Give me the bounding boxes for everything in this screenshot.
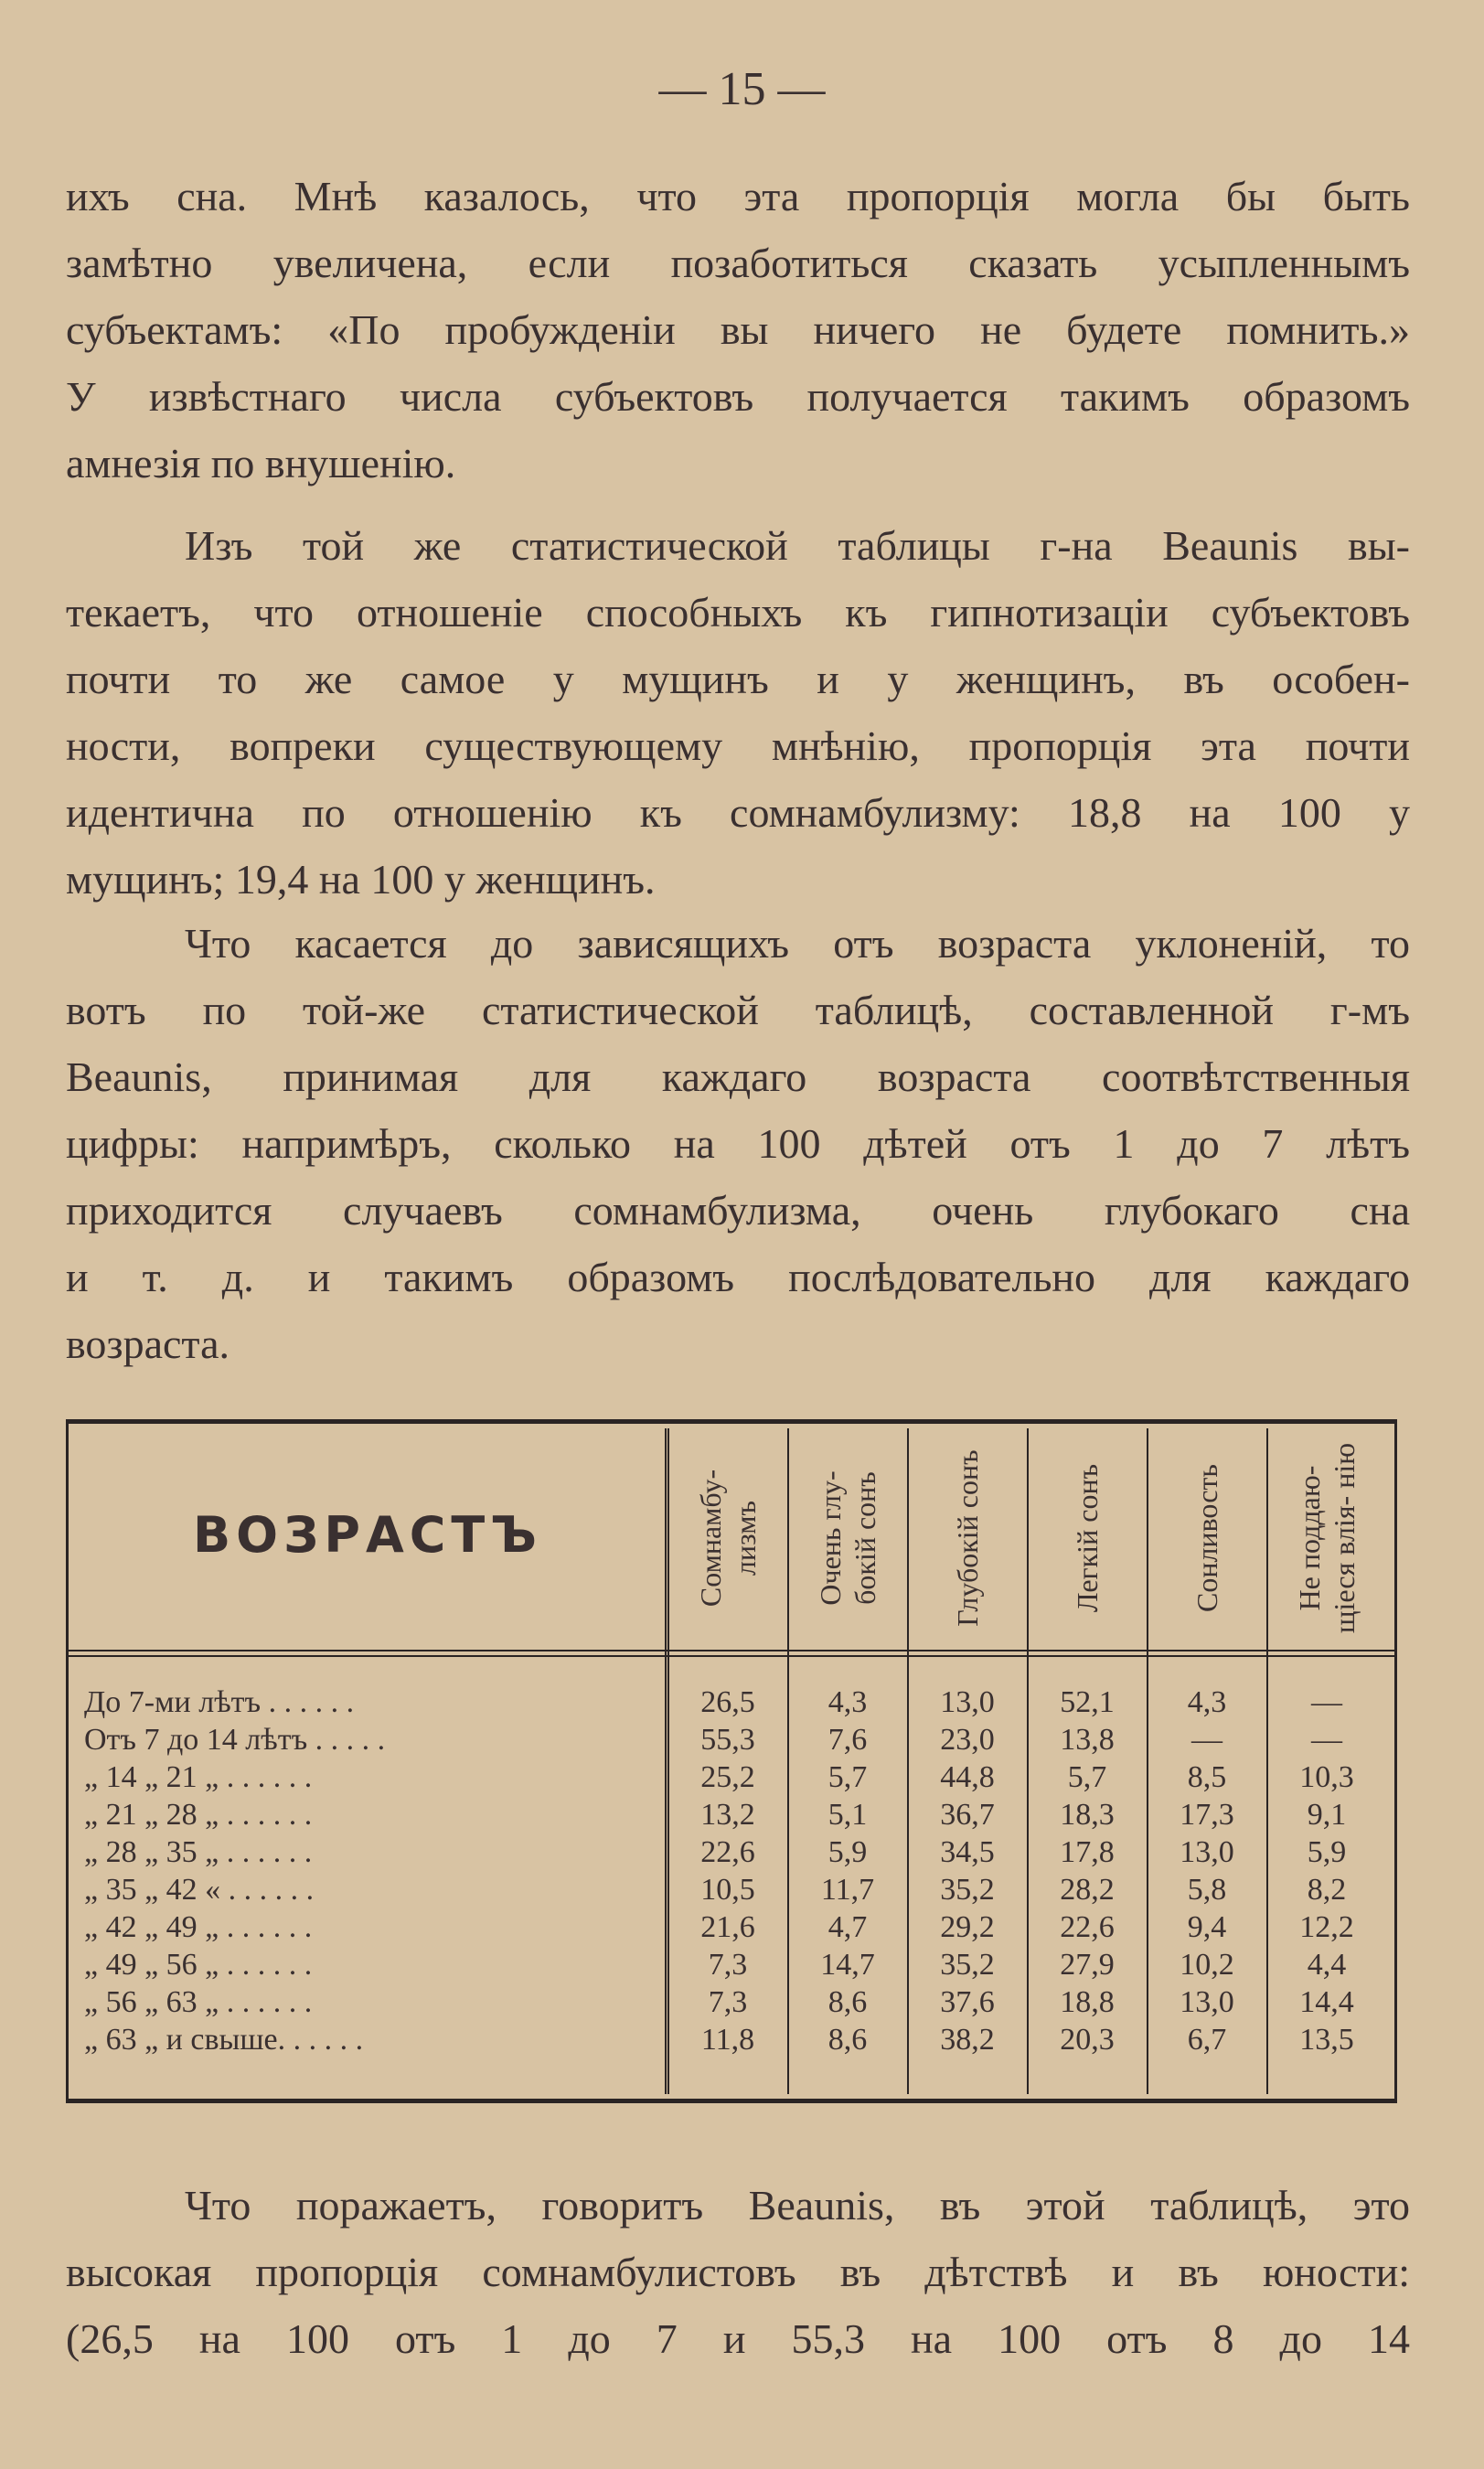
table-cell: 11,7 [820, 1873, 875, 1907]
table-cell: 21,6 [700, 1910, 755, 1944]
table-cell: 17,3 [1180, 1798, 1234, 1832]
table-cell: 11,8 [700, 2023, 755, 2057]
text-line: текаетъ, что отношеніе способныхъ къ гипнотизаціи субъектовъ [66, 589, 1410, 636]
table-cell: 7,6 [827, 1723, 868, 1757]
text-line: Что касается до зависящихъ отъ возраста уклоненій, то [185, 920, 1410, 967]
text-line: ности, вопреки существующему мнѣнію, пропорція эта почти [66, 722, 1410, 769]
table-cell: 18,8 [1060, 1985, 1115, 2019]
table-cell: 37,6 [940, 1985, 995, 2019]
age-statistics-table [66, 1419, 1397, 2103]
table-cell: 22,6 [700, 1835, 755, 1869]
table-cell: 34,5 [940, 1835, 995, 1869]
table-row [66, 2022, 1397, 2058]
table-row [66, 1759, 1397, 1796]
table-cell: 13,0 [1180, 1835, 1234, 1869]
table-cell: 9,1 [1307, 1798, 1347, 1832]
table-cell: 10,3 [1299, 1760, 1354, 1794]
table-row [66, 1722, 1397, 1758]
column-header-not-susceptible: Не поддаю- щіеся влія- нію [1293, 1442, 1361, 1634]
text-line: приходится случаевъ сомнамбулизма, очень глубокаго сна [66, 1187, 1410, 1234]
page-number: — 15 — [658, 63, 826, 115]
table-row [66, 1797, 1397, 1833]
age-range: „ 56 „ 63 „ . . . . . . [84, 1985, 313, 2019]
table-cell: 14,7 [820, 1948, 875, 1982]
table-cell: 8,6 [827, 2023, 868, 2057]
text-line: Изъ той же статистической таблицы г-на Beaunis вы- [185, 522, 1410, 569]
column-header-very-deep-sleep: Очень глу- бокій сонъ [814, 1470, 881, 1606]
text-line: У извѣстнаго числа субъектовъ получается такимъ образомъ [66, 373, 1410, 420]
age-range: „ 35 „ 42 « . . . . . . [84, 1873, 315, 1907]
table-cell: 4,3 [1187, 1685, 1227, 1719]
table-cell: 10,5 [700, 1873, 755, 1907]
text-line: мущинъ; 19,4 на 100 у женщинъ. [66, 856, 656, 903]
table-cell: 29,2 [940, 1910, 995, 1944]
table-cell: 12,2 [1299, 1910, 1354, 1944]
age-range: Отъ 7 до 14 лѣтъ . . . . . [84, 1723, 386, 1757]
column-header-somnambulism: Сомнамбу- лизмъ [694, 1469, 762, 1608]
table-cell: — [1311, 1723, 1342, 1757]
table-cell: 5,9 [827, 1835, 868, 1869]
text-line: идентична по отношенію къ сомнамбулизму: 18,8 на 100 у [66, 789, 1410, 836]
column-header-deep-sleep: Глубокій сонъ [951, 1449, 984, 1627]
paragraph-4 [66, 2172, 1410, 2372]
table-cell: 17,8 [1060, 1835, 1115, 1869]
table-cell: 25,2 [700, 1760, 755, 1794]
age-range: „ 42 „ 49 „ . . . . . . [84, 1910, 313, 1944]
table-cell: 18,3 [1060, 1798, 1115, 1832]
table-cell: 5,1 [827, 1798, 868, 1832]
table-cell: 28,2 [1060, 1873, 1115, 1907]
age-range: „ 14 „ 21 „ . . . . . . [84, 1760, 313, 1794]
age-column-header: ВОЗРАСТЪ [193, 1506, 542, 1564]
table-header-divider [66, 1655, 1397, 1657]
table-cell: 44,8 [940, 1760, 995, 1794]
age-range: „ 21 „ 28 „ . . . . . . [84, 1798, 313, 1832]
paragraph-3 [66, 910, 1410, 1377]
table-cell: 10,2 [1180, 1948, 1234, 1982]
table-cell: 22,6 [1060, 1910, 1115, 1944]
table-row [66, 1684, 1397, 1721]
table-cell: — [1191, 1723, 1222, 1757]
table-cell: 5,7 [827, 1760, 868, 1794]
table-cell: 20,3 [1060, 2023, 1115, 2057]
table-cell: 55,3 [700, 1723, 755, 1757]
text-line: замѣтно увеличена, если позаботиться сказать усыпленнымъ [66, 240, 1410, 286]
table-cell: 13,2 [700, 1798, 755, 1832]
text-line: (26,5 на 100 отъ 1 до 7 и 55,3 на 100 отъ 8 до 14 [66, 2315, 1410, 2362]
column-header-drowsiness: Сонливость [1190, 1463, 1223, 1613]
table-cell: 13,5 [1299, 2023, 1354, 2057]
table-cell: 13,8 [1060, 1723, 1115, 1757]
text-line: почти то же самое у мущинъ и у женщинъ, въ особен- [66, 656, 1410, 702]
table-cell: 23,0 [940, 1723, 995, 1757]
table-cell: 52,1 [1060, 1685, 1115, 1719]
table-cell: 13,0 [940, 1685, 995, 1719]
paragraph-2 [66, 512, 1410, 913]
table-row [66, 1909, 1397, 1946]
text-line: возраста. [66, 1320, 230, 1367]
table-cell: 35,2 [940, 1873, 995, 1907]
table-cell: 4,7 [827, 1910, 868, 1944]
table-cell: 4,3 [827, 1685, 868, 1719]
column-header-light-sleep: Легкій сонъ [1071, 1463, 1104, 1613]
text-line: Beaunis, принимая для каждаго возраста соотвѣтственныя [66, 1053, 1410, 1100]
table-cell: 8,6 [827, 1985, 868, 2019]
table-cell: 36,7 [940, 1798, 995, 1832]
paragraph-1 [66, 163, 1410, 497]
table-cell: 14,4 [1299, 1985, 1354, 2019]
table-cell: 8,2 [1307, 1873, 1347, 1907]
text-line: ихъ сна. Мнѣ казалось, что эта пропорція могла бы быть [66, 173, 1410, 219]
text-line: вотъ по той-же статистической таблицѣ, составленной г-мъ [66, 987, 1410, 1033]
text-line: Что поражаетъ, говоритъ Beaunis, въ этой таблицѣ, это [185, 2182, 1410, 2229]
table-row [66, 1984, 1397, 2021]
table-header-divider [66, 1650, 1397, 1651]
table-row [66, 1947, 1397, 1983]
table-cell: 8,5 [1187, 1760, 1227, 1794]
table-cell: 4,4 [1307, 1948, 1347, 1982]
table-cell: 27,9 [1060, 1948, 1115, 1982]
table-cell: 38,2 [940, 2023, 995, 2057]
text-line: амнезія по внушенію. [66, 440, 456, 486]
table-row [66, 1834, 1397, 1871]
table-cell: 7,3 [708, 1985, 748, 2019]
table-cell: 26,5 [700, 1685, 755, 1719]
table-cell: 5,7 [1067, 1760, 1107, 1794]
age-range: „ 63 „ и свыше. . . . . . [84, 2023, 364, 2057]
table-cell: 7,3 [708, 1948, 748, 1982]
text-line: цифры: напримѣръ, сколько на 100 дѣтей отъ 1 до 7 лѣтъ [66, 1120, 1410, 1167]
table-row [66, 1872, 1397, 1908]
table-cell: 6,7 [1187, 2023, 1227, 2057]
table-cell: 5,9 [1307, 1835, 1347, 1869]
age-range: „ 28 „ 35 „ . . . . . . [84, 1835, 313, 1869]
table-cell: 35,2 [940, 1948, 995, 1982]
text-line: и т. д. и такимъ образомъ послѣдовательно для каждаго [66, 1254, 1410, 1300]
text-line: субъектамъ: «По пробужденіи вы ничего не будете помнить.» [66, 306, 1410, 353]
table-cell: — [1311, 1685, 1342, 1719]
table-cell: 5,8 [1187, 1873, 1227, 1907]
age-range: „ 49 „ 56 „ . . . . . . [84, 1948, 313, 1982]
text-line: высокая пропорція сомнамбулистовъ въ дѣтствѣ и въ юности: [66, 2249, 1410, 2295]
table-cell: 13,0 [1180, 1985, 1234, 2019]
age-range: До 7-ми лѣтъ . . . . . . [84, 1685, 355, 1719]
table-cell: 9,4 [1187, 1910, 1227, 1944]
